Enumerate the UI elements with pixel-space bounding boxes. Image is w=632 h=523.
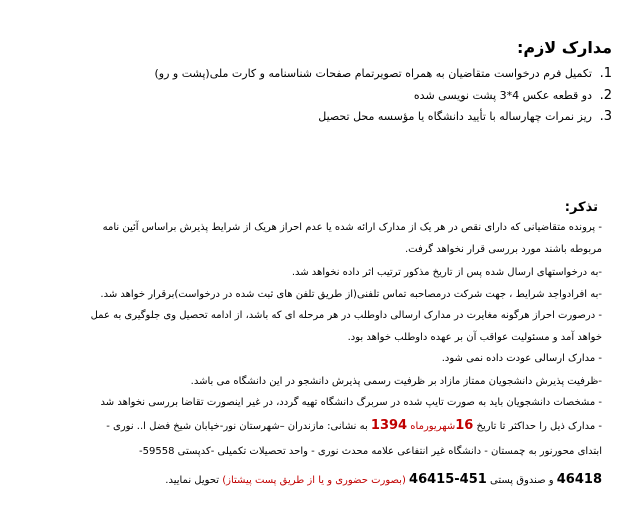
note-line: مربوطه باشند مورد بررسی قرار نخواهد گرفت. xyxy=(404,244,602,255)
item-text: تکمیل فرم درخواست متقاضیان به همراه تصویرتمام صفحات شناسنامه و کارت ملی(پشت و رو) xyxy=(154,67,592,80)
note-line: -ظرفیت پذیرش دانشجویان ممتاز مازاد بر ظرفیت رسمی پذیرش دانشجو در این دانشگاه می باشد. xyxy=(190,376,602,387)
item-number: 1. xyxy=(599,66,612,81)
note-line: - درصورت احراز هرگونه مغایرت در مدارک ارسالی داوطلب در هر مرحله ای که باشد، از ادامه تحصیل وی جلوگیری به عمل xyxy=(90,310,602,321)
note-line: خواهد آمد و مسئولیت عواقب آن بر عهده داوطلب خواهد بود. xyxy=(347,332,602,343)
required-doc-item-2 xyxy=(52,88,612,104)
postal-code-end: 46418 xyxy=(556,472,602,487)
deadline-prefix: - مدارک ذیل را حداکثر تا تاریخ xyxy=(473,421,602,432)
item-text: دو قطعه عکس 4*3 پشت نویسی شده xyxy=(413,89,592,102)
item-number: 2. xyxy=(599,88,612,103)
deadline-address: به نشانی: مازندران –شهرستان نور-خیابان شیخ فضل ا.. نوری - xyxy=(106,421,371,432)
postal-mid: و صندوق پستی xyxy=(486,475,557,486)
required-doc-item-3 xyxy=(52,109,612,125)
address-text: ابتدای محورنور به چمستان - دانشگاه غیر انتفاعی علامه محدث نوری - واحد تحصیلات تکمیلی -کدپستی 59558- xyxy=(139,446,602,457)
postal-line xyxy=(22,472,602,487)
note-line: -به افرادواجد شرایط ، جهت شرکت درمصاحبه تماس تلفنی(از طریق تلفن های ثبت شده در درخواست)برقرار خواهد شد. xyxy=(100,289,602,300)
deadline-day: 16 xyxy=(455,418,474,433)
deadline-month: شهریورماه xyxy=(410,421,456,432)
required-doc-item-1 xyxy=(52,66,612,82)
postal-box: 451-46415 xyxy=(409,472,487,487)
postal-end: تحویل نمایید. xyxy=(165,475,223,486)
deadline-line xyxy=(22,418,602,433)
notes-title: تذکر: xyxy=(564,200,598,215)
note-line: - پرونده متقاضیانی که دارای نقص در هر یک از مدارک ارائه شده یا عدم احراز هریک از شرایط پذیرش براساس آئین نامه xyxy=(102,222,602,233)
required-docs-title: مدارک لازم: xyxy=(516,38,612,57)
deadline-year: 1394 xyxy=(370,418,408,433)
note-line: - مشخصات دانشجویان باید به صورت تایپ شده در سربرگ دانشگاه تهیه گردد، در غیر اینصورت تقاضا بررسی نخواهد شد xyxy=(100,397,602,408)
note-line: -به درخواستهای ارسال شده پس از تاریخ مذکور ترتیب اثر داده نخواهد شد. xyxy=(291,267,602,278)
note-line: - مدارک ارسالی عودت داده نمی شود. xyxy=(441,353,602,364)
delivery-method: (بصورت حضوری و یا از طریق پست پیشتاز) xyxy=(222,475,410,486)
address-line xyxy=(22,446,602,457)
item-text: ریز نمرات چهارساله با تأیید دانشگاه یا مؤسسه محل تحصیل xyxy=(318,110,592,123)
item-number: 3. xyxy=(599,109,612,124)
